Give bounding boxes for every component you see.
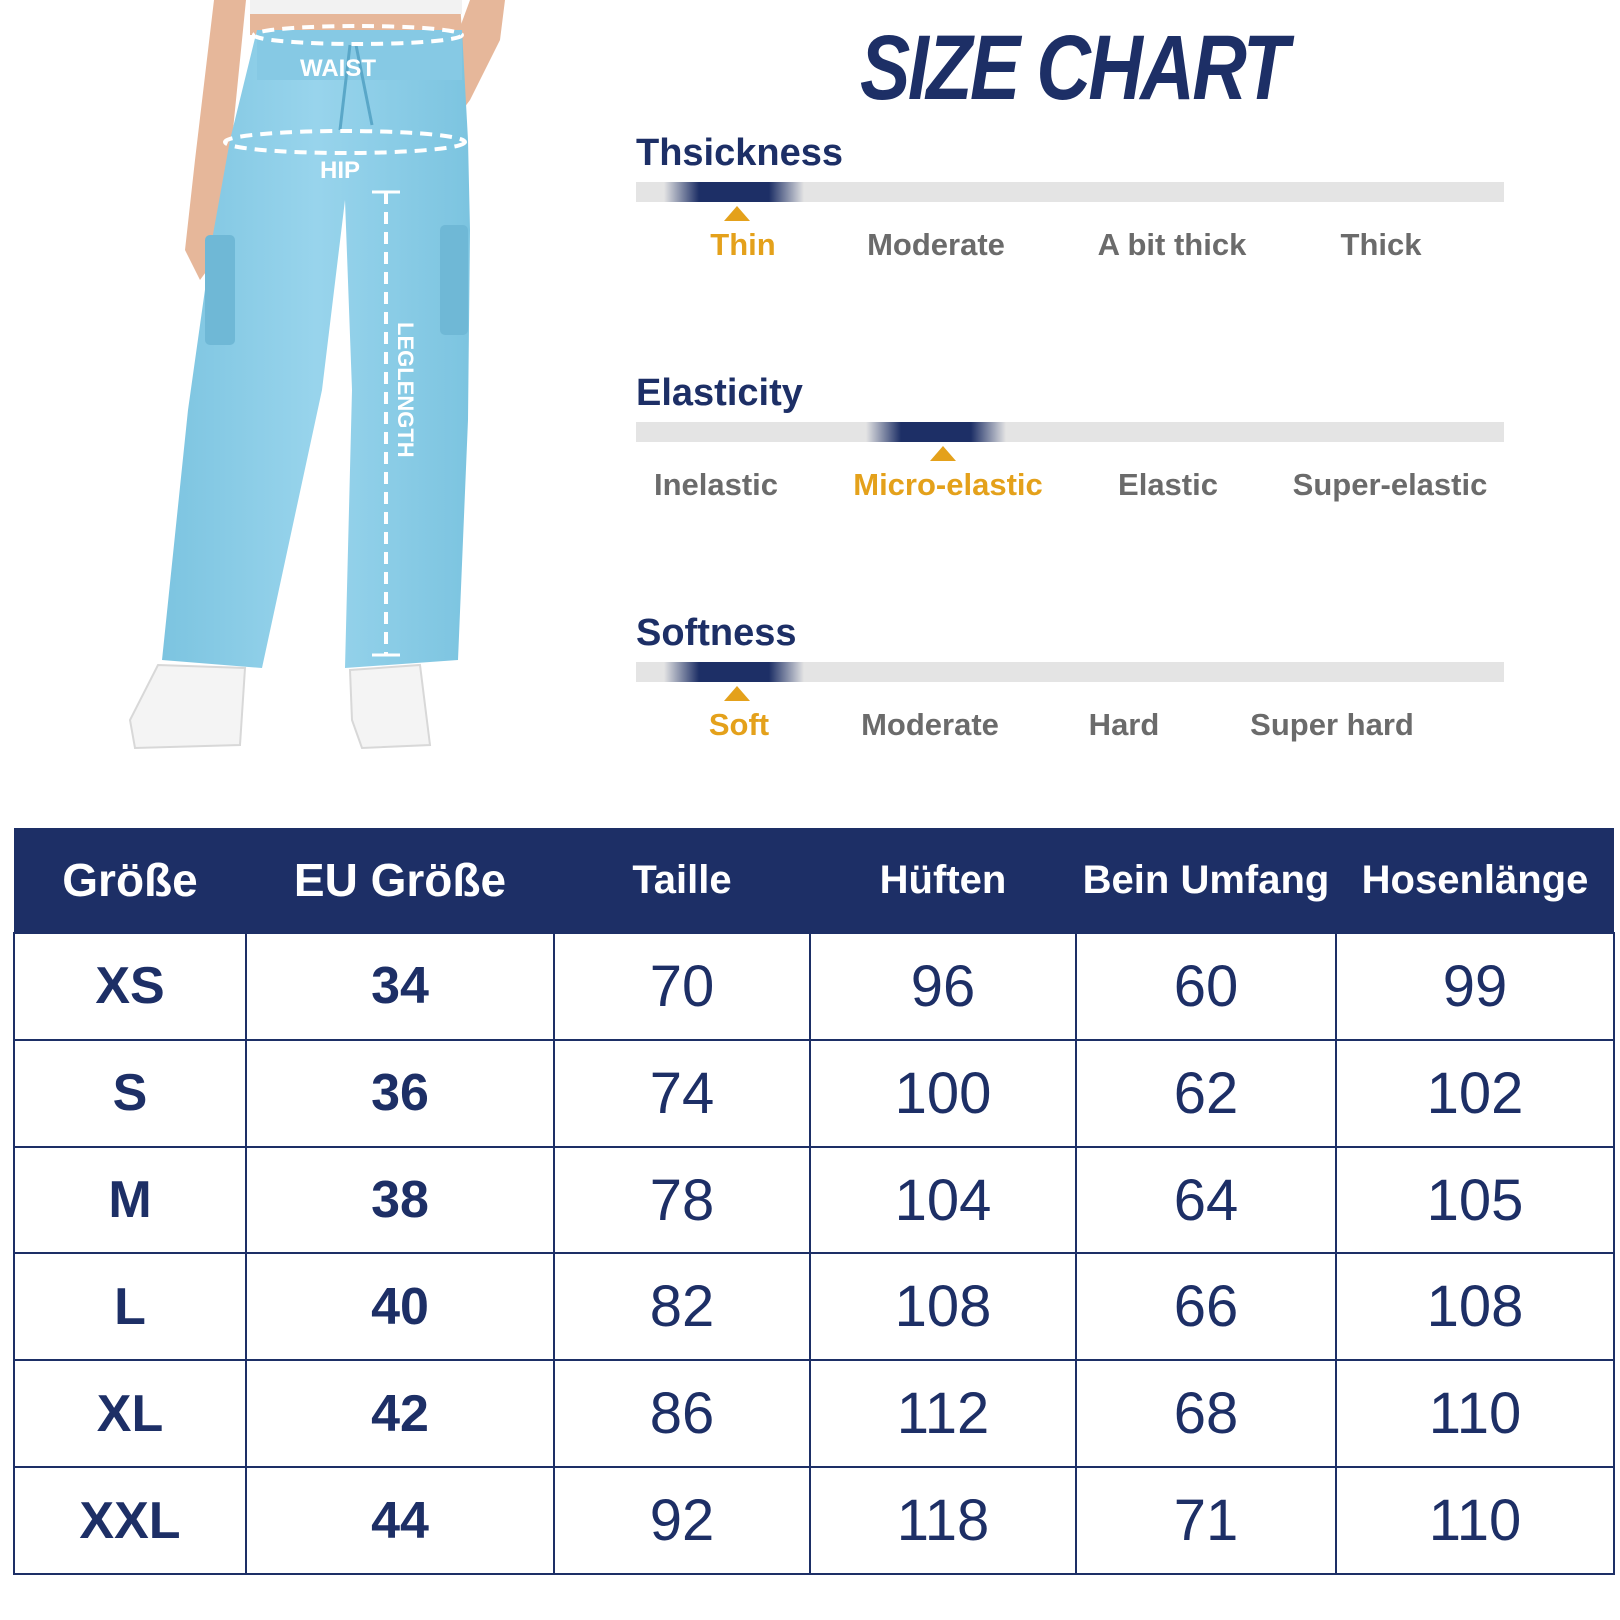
crop-top	[250, 0, 462, 14]
table-cell: 110	[1336, 1467, 1614, 1574]
table-cell: 102	[1336, 1040, 1614, 1147]
table-cell: XS	[14, 933, 246, 1040]
attribute-option: Micro-elastic	[853, 467, 1043, 502]
table-cell: 96	[810, 933, 1076, 1040]
attribute-track	[636, 182, 1504, 202]
selected-marker	[724, 206, 750, 221]
table-row	[14, 1147, 1614, 1254]
table-cell: 74	[554, 1040, 810, 1147]
table-header: EU Größe	[246, 828, 554, 933]
attribute-track	[636, 662, 1504, 682]
attribute-option: Moderate	[867, 227, 1005, 262]
hip-label: HIP	[320, 157, 361, 184]
attribute-option: Super-elastic	[1292, 467, 1488, 502]
right-shoe	[350, 665, 430, 748]
table-cell: 38	[246, 1147, 554, 1254]
table-cell: 70	[554, 933, 810, 1040]
table-header: Hüften	[810, 828, 1076, 933]
table-cell: S	[14, 1040, 246, 1147]
left-shoe	[130, 665, 245, 748]
table-cell: 62	[1076, 1040, 1336, 1147]
table-cell: L	[14, 1253, 246, 1360]
table-header: Größe	[14, 828, 246, 933]
table-cell: 68	[1076, 1360, 1336, 1467]
table-cell: 99	[1336, 933, 1614, 1040]
table-cell: 42	[246, 1360, 554, 1467]
table-cell: XL	[14, 1360, 246, 1467]
table-cell: 100	[810, 1040, 1076, 1147]
right-cargo-pocket	[440, 225, 468, 335]
table-cell: 66	[1076, 1253, 1336, 1360]
table-cell: 40	[246, 1253, 554, 1360]
left-cargo-pocket	[205, 235, 235, 345]
attribute-track	[636, 422, 1504, 442]
attribute-option: A bit thick	[1097, 227, 1247, 262]
attribute-option: Moderate	[861, 707, 999, 742]
table-header: Bein Umfang	[1076, 828, 1336, 933]
attribute-option: Inelastic	[653, 467, 779, 502]
table-cell: 112	[810, 1360, 1076, 1467]
table-header-row	[14, 828, 1614, 933]
product-figure	[0, 0, 600, 770]
table-header: Taille	[554, 828, 810, 933]
attribute-option: Elastic	[1118, 467, 1218, 502]
table-cell: 78	[554, 1147, 810, 1254]
attribute-option: Soft	[708, 707, 770, 742]
waist-label: WAIST	[300, 55, 376, 82]
attribute-indicator	[664, 182, 804, 202]
table-header: Hosenlänge	[1336, 828, 1614, 933]
table-cell: 105	[1336, 1147, 1614, 1254]
table-cell: 92	[554, 1467, 810, 1574]
attribute-title: Softness	[636, 612, 797, 654]
attribute-title: Thsickness	[636, 132, 843, 174]
leg-length-label: LEGLENGTH	[393, 322, 418, 458]
table-cell: 34	[246, 933, 554, 1040]
table-cell: 108	[810, 1253, 1076, 1360]
attribute-option: Thin	[710, 227, 776, 262]
table-row	[14, 1360, 1614, 1467]
attribute-option: Hard	[1088, 707, 1160, 742]
table-row	[14, 933, 1614, 1040]
table-row	[14, 1467, 1614, 1574]
size-table	[13, 828, 1615, 1575]
table-cell: XXL	[14, 1467, 246, 1574]
table-cell: 118	[810, 1467, 1076, 1574]
table-cell: 110	[1336, 1360, 1614, 1467]
table-row	[14, 1040, 1614, 1147]
table-cell: 44	[246, 1467, 554, 1574]
table-cell: 36	[246, 1040, 554, 1147]
attribute-option: Thick	[1340, 227, 1422, 262]
table-cell: 64	[1076, 1147, 1336, 1254]
table-cell: 82	[554, 1253, 810, 1360]
attribute-option: Super hard	[1250, 707, 1414, 742]
table-cell: 108	[1336, 1253, 1614, 1360]
attribute-indicator	[664, 662, 804, 682]
table-cell: 71	[1076, 1467, 1336, 1574]
page-title: SIZE CHART	[860, 17, 1287, 119]
pants-illustration	[0, 0, 600, 770]
table-row	[14, 1253, 1614, 1360]
table-cell: 86	[554, 1360, 810, 1467]
attribute-title: Elasticity	[636, 372, 803, 414]
table-cell: 104	[810, 1147, 1076, 1254]
table-cell: M	[14, 1147, 246, 1254]
attribute-indicator	[866, 422, 1006, 442]
selected-marker	[930, 446, 956, 461]
selected-marker	[724, 686, 750, 701]
table-cell: 60	[1076, 933, 1336, 1040]
